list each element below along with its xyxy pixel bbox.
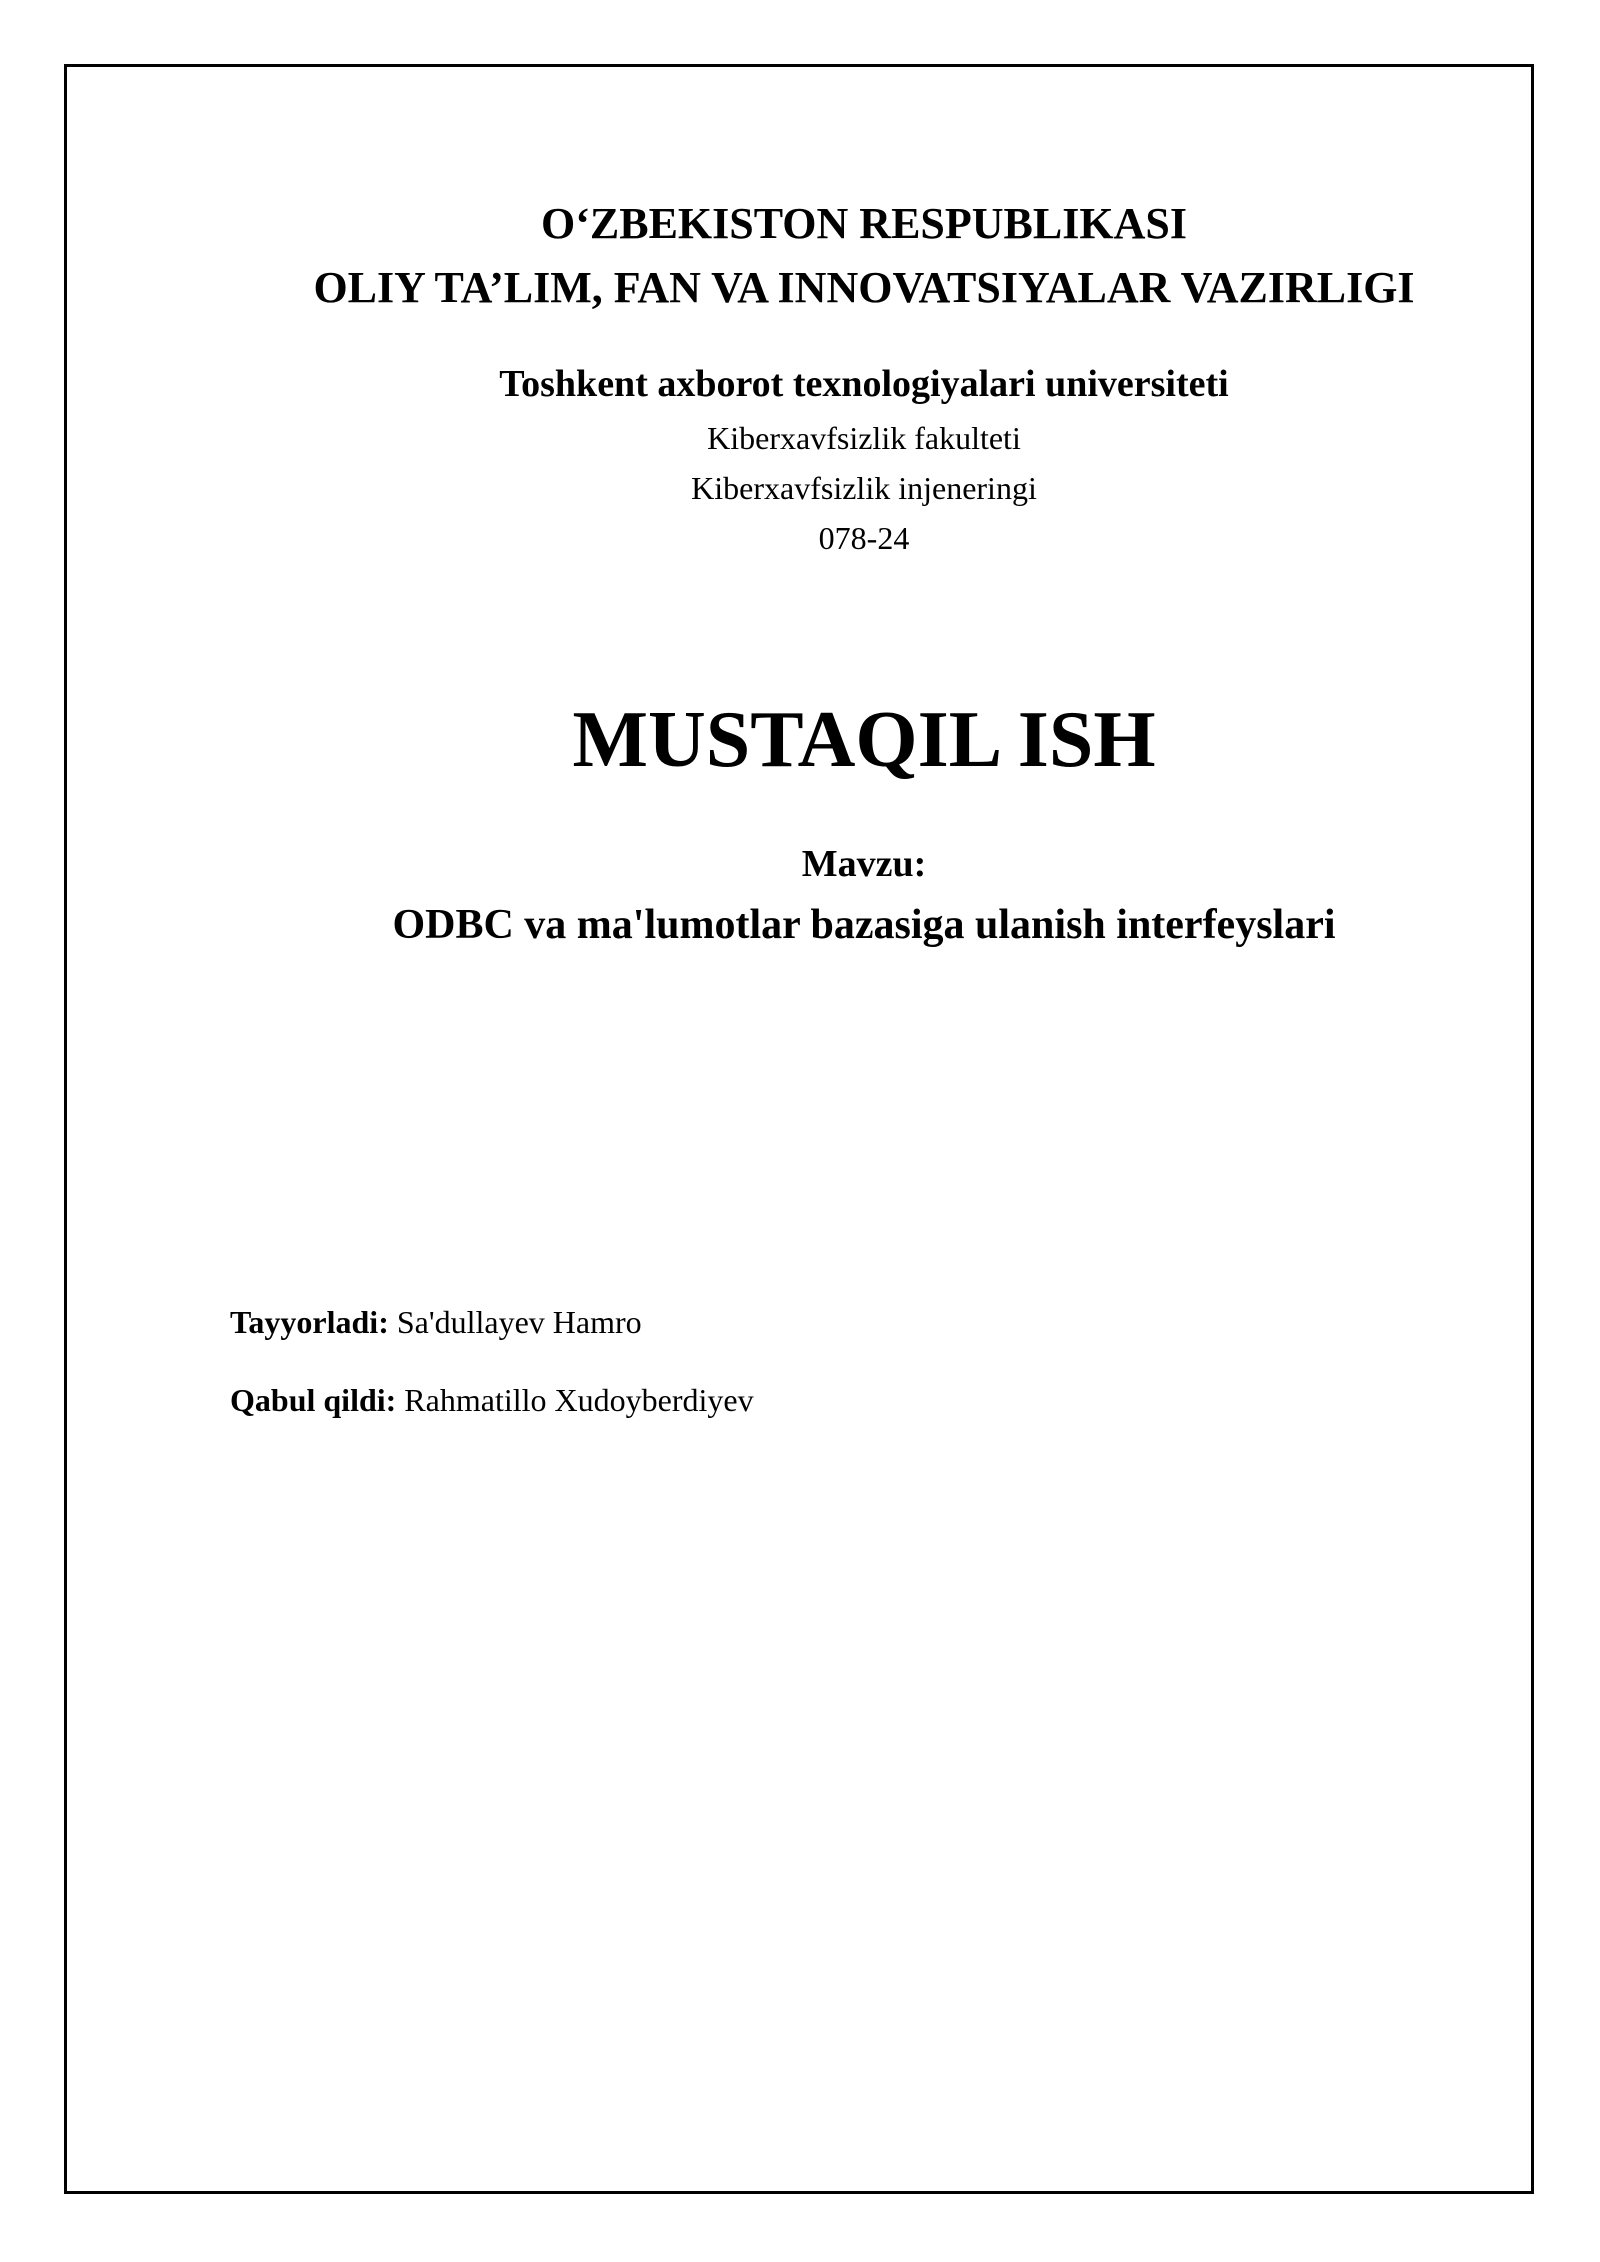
accepted-by-row (230, 1380, 754, 1420)
accepted-by-label: Qabul qildi: (230, 1382, 397, 1418)
prepared-by-row (230, 1302, 642, 1342)
ministry-heading-line-2: OLIY TA’LIM, FAN VA INNOVATSIYALAR VAZIRLIGI (313, 263, 1415, 312)
university-name: Toshkent axborot texnologiyalari universiteti (499, 363, 1229, 405)
ministry-heading-line-1: O‘ZBEKISTON RESPUBLIKASI (541, 199, 1187, 248)
work-title: MUSTAQIL ISH (572, 696, 1156, 784)
faculty-name: Kiberxavfsizlik fakulteti (707, 420, 1021, 456)
accepted-by-name: Rahmatillo Xudoyberdiyev (404, 1382, 754, 1418)
program-name: Kiberxavfsizlik injeneringi (691, 470, 1037, 506)
prepared-by-label: Tayyorladi: (230, 1304, 389, 1340)
topic-text: ODBC va ma'lumotlar bazasiga ulanish interfeyslari (392, 902, 1336, 948)
topic-label: Mavzu: (801, 843, 927, 885)
group-code: 078-24 (818, 520, 910, 556)
prepared-by-name: Sa'dullayev Hamro (396, 1304, 642, 1340)
